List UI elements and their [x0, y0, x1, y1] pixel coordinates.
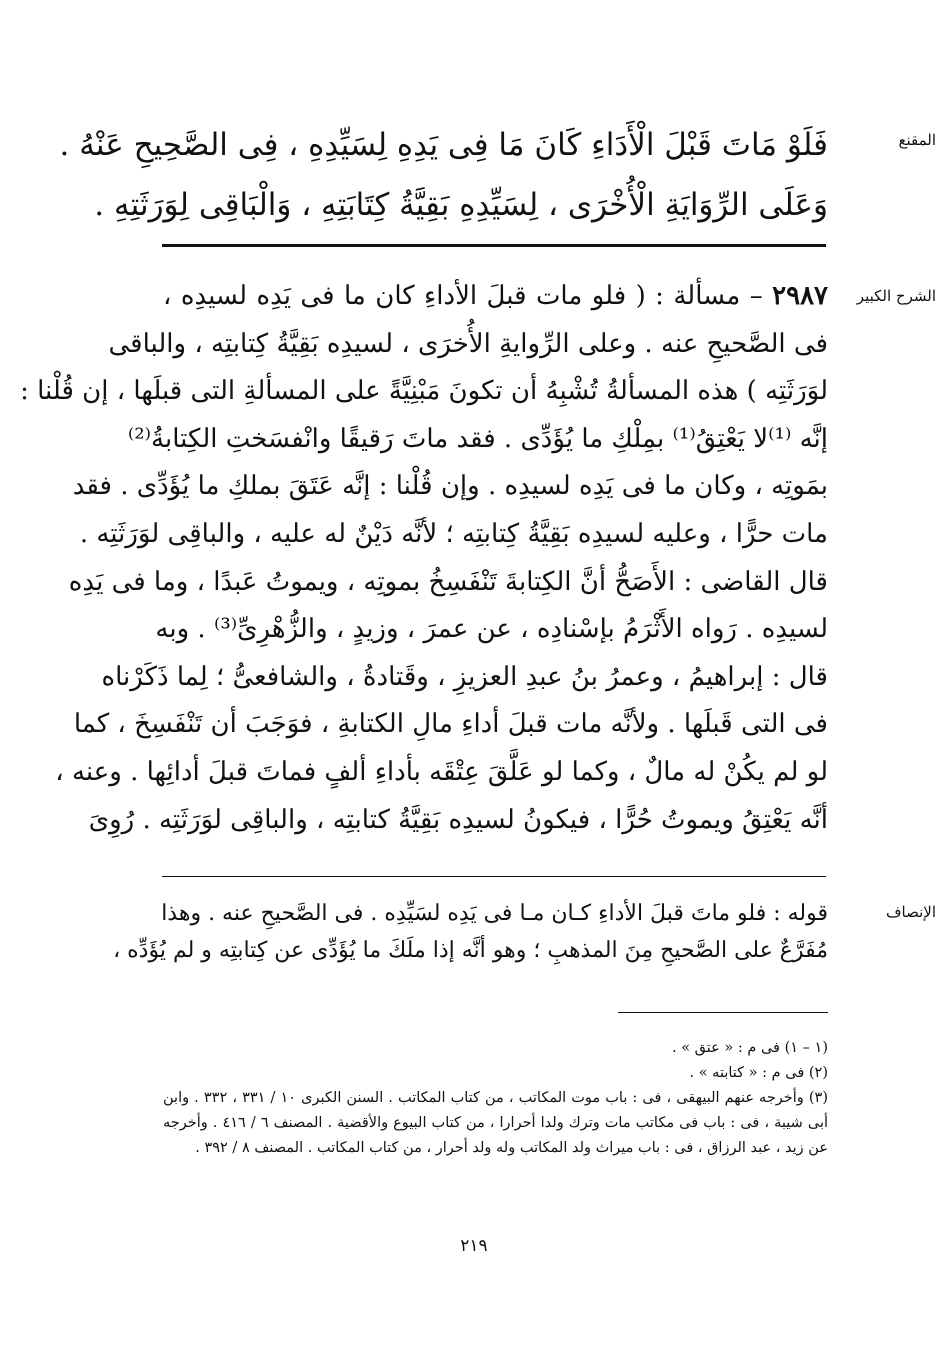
- sharh-line: إنَّه ⁽¹⁾لا يَعْتِقُ⁽¹⁾ بمِلْكِ ما يُؤَدِّى . فقد ماتَ رَقيقًا وانْفسَختِ الكِتابةُ⁽²⁾: [127, 423, 828, 454]
- sharh-line: لو لم يكُنْ له مالٌ ، وكما لو عَلَّقَ عِتْقَه بأداءِ ألفٍ فماتَ قبلَ أدائِها . وعنه ،: [55, 756, 828, 787]
- footnote: (١ – ١) فى م : « عتق » .: [671, 1040, 828, 1056]
- insaf-margin-label: الإنصاف: [885, 903, 936, 921]
- page-number: ٢١٩: [460, 1236, 488, 1256]
- sharh-line: قال : إبراهيمُ ، وعمرُ بنُ عبدِ العزيزِ ، وقَتادةُ ، والشافعىُّ ؛ لِما ذَكَرْناه: [101, 661, 828, 692]
- sharh-line: قال القاضى : الأَصَحُّ أنَّ الكِتابةَ تَنْفَسِخُ بموتِه ، ويموتُ عَبدًا ، وما فى يَدِه: [68, 566, 828, 597]
- sharh-line: لسيدِه . رَواه الأَثْرَمُ بإسْنادِه ، عن عمرَ ، وزيدٍ ، والزُّهْرِىِّ⁽³⁾ . وبه: [155, 614, 828, 645]
- muqni-line: وَعَلَى الرِّوَايَةِ الْأُخْرَى ، لِسَيِّدِهِ بَقِيَّةُ كِتَابَتِهِ ، وَالْبَاقِى لِوَرَثَتِهِ .: [94, 187, 828, 223]
- footnote: (٣) وأخرجه عنهم البيهقى ، فى : باب موت المكاتب ، من كتاب المكاتب . السنن الكبرى ١٠ / ٣٣١ ، ٣٣٢ . وابن: [163, 1090, 828, 1106]
- sharh-section: [0, 273, 948, 863]
- sharh-line: لوَرَثَتِه ) هذه المسألةُ تُشْبِهُ أن تكونَ مَبْنِيَّةً على المسألةِ التى قبلَها ، إن قُلْنا :: [20, 376, 828, 407]
- muqni-line: فَلَوْ مَاتَ قَبْلَ الْأَدَاءِ كَانَ مَا فِى يَدِهِ لِسَيِّدِهِ ، فِى الصَّحِيحِ عَنْهُ .: [59, 127, 828, 163]
- footnotes-section: [0, 1036, 948, 1186]
- footnote: (٢) فى م : « كتابته » .: [689, 1065, 828, 1081]
- footnote-divider: [618, 1012, 828, 1013]
- footnote: أبى شيبة ، فى : باب فى مكاتب مات وترك ولدا أحرارا ، من كتاب البيوع والأقضية . المصنف ٦ / ٤١٦ . وأخرجه: [163, 1115, 829, 1131]
- sharh-line: أنَّه يَعْتِقُ ويموتُ حُرًّا ، فيكونُ لسيدِه بَقِيَّةُ كتابتِه ، والباقِى لوَرَثَتِه . رُوِىَ: [88, 804, 828, 835]
- insaf-text: [113, 895, 828, 969]
- muqni-section: [0, 115, 948, 245]
- entry-number: ٢٩٨٧: [772, 281, 828, 311]
- muqni-divider: [162, 244, 826, 247]
- sharh-margin-label: الشرح الكبير: [856, 287, 936, 305]
- muqni-margin-label: المقنع: [898, 131, 936, 149]
- sharh-line: بمَوتِه ، وكان ما فى يَدِه لسيدِه . وإن قُلْنا : إنَّه عَتَقَ بملكِ ما يُؤَدِّى . فقد: [72, 471, 828, 502]
- footnote: عن زيد ، عبد الرزاق ، فى : باب ميراث ولد المكاتب وله ولد أحرار ، من كتاب المكاتب . المصنف ٨ / ٣٩٢ .: [195, 1140, 828, 1156]
- muqni-text: [59, 115, 828, 235]
- sharh-line: فى الصَّحيحِ عنه . وعلى الرِّوايةِ الأُخرَى ، لسيدِه بَقِيَّةُ كِتابتِه ، والباقى: [108, 328, 828, 359]
- footnotes-text: [163, 1036, 828, 1161]
- insaf-line: مُفَرَّعٌ على الصَّحيحِ مِنَ المذهبِ ؛ وهو أنَّه إذا ملَكَ ما يُؤَدِّى عن كِتابتِه و لم يُؤَدِّه ،: [113, 938, 828, 963]
- sharh-text: [20, 273, 828, 844]
- sharh-line: فى التى قَبلَها . ولأنَّه مات قبلَ أداءِ مالِ الكتابةِ ، فوَجَبَ أن تَنْفَسِخَ ، كما: [73, 709, 828, 740]
- sharh-divider: [162, 876, 826, 877]
- sharh-line-head: – مسألة : ( فلو مات قبلَ الأداءِ كان ما فى يَدِه لسيدِه ،: [163, 281, 763, 311]
- insaf-line: قوله : فلو ماتَ قبلَ الأداءِ كـان مـا فى يَدِه لسَيِّدِه . فى الصَّحيحِ عنه . وهذا: [161, 901, 828, 926]
- insaf-section: [0, 895, 948, 975]
- sharh-line: مات حرًّا ، وعليه لسيدِه بَقِيَّةُ كِتابتِه ؛ لأنَّه دَيْنٌ له عليه ، والباقِى لوَرَثَتِه .: [79, 518, 828, 549]
- sharh-first-line: [163, 273, 828, 321]
